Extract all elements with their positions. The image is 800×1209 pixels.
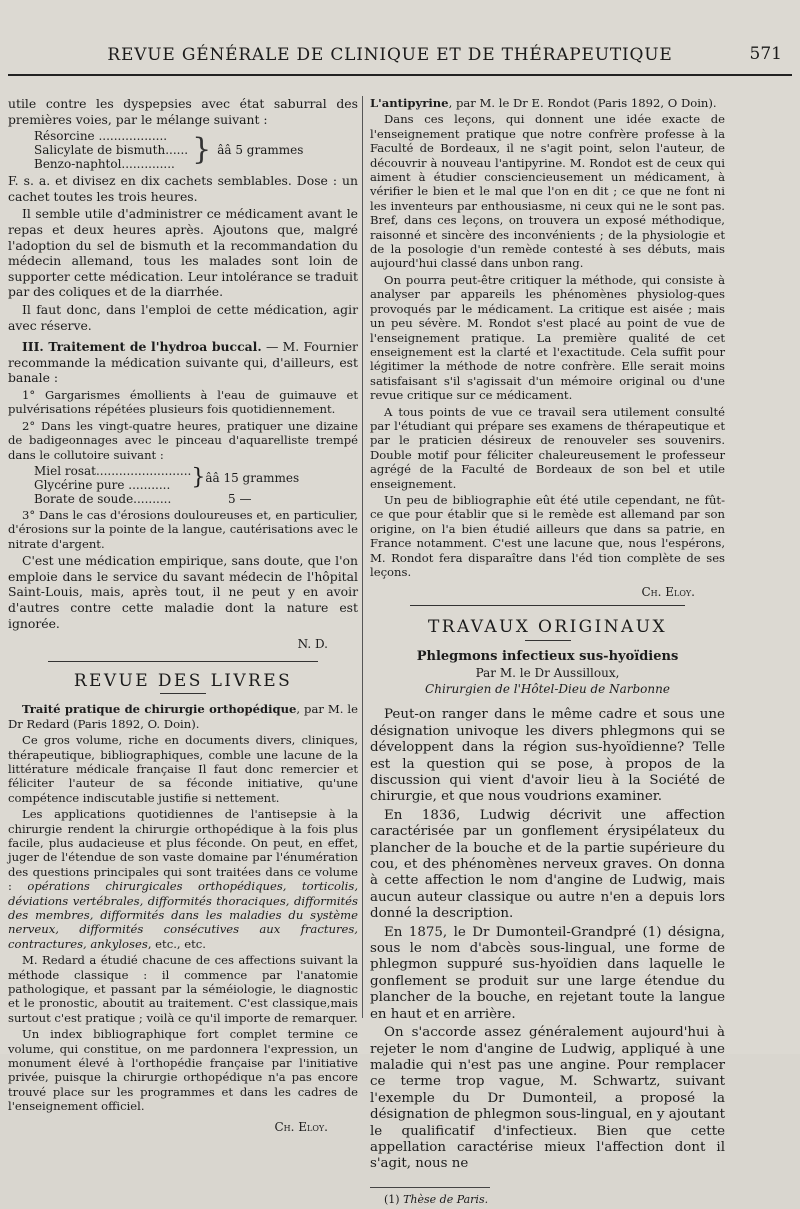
paragraph: Il semble utile d'administrer ce médicament avant le repas et deux heures après. Ajoutons que, malgré l'adoption du sel de bismuth et la recommandation du médecin allemand, tous les malades sont loin de supporter cette médication. Leur intolérance se traduit par des coliques et de la diarrhée.: [8, 206, 358, 300]
left-column: [8, 96, 358, 1139]
paragraph: [8, 702, 358, 731]
prescription-dose: ââ 15 grammes: [205, 470, 300, 485]
prescription-dose: ââ 5 grammes: [217, 143, 304, 158]
prescription-item: Salicylate de bismuth......: [34, 143, 189, 158]
signature: Ch. Eloy.: [274, 1119, 328, 1134]
brace: }: [192, 132, 212, 168]
section-title: TRAVAUX ORIGINAUX: [428, 617, 667, 637]
article-affiliation: Chirurgien de l'Hôtel-Dieu de Narbonne: [425, 681, 670, 696]
article-title: Phlegmons infectieux sus-hyoïdiens: [416, 648, 679, 664]
paragraph-text: Les applications quotidiennes de l'antisepsie à la chirurgie rendent la chirurgie orthopédique à la fois plus facile, plus audacieuse et plus féconde. On peut, en effet, juger de l'étendue de son vaste domaine par l'énumération des questions principales qui sont traitées dans ce volume :: [8, 807, 358, 894]
paragraph: utile contre les dyspepsies avec état saburral des premières voies, par le mélange suivant :: [8, 96, 358, 127]
paragraph: On pourra peut-être critiquer la méthode, qui consiste à analyser par appareils les phénomènes physiolog-ques provoqués par le médicament. La critique est aisée ; mais un peu sévère. M. Rondot s'est placé au point de vue de l'enseignement pratique. La première qualité de cet enseignement est la clarté et l'exactitude. Cela suffit pour légitimer la méthode de notre confrère. Elle serait moins satisfaisant s'il s'agissait d'un mémoire original ou d'une revue critique sur ce médicament.: [370, 272, 725, 403]
paragraph: Un peu de bibliographie eût été utile cependant, ne fût-ce que pour établir que si le remède est allemand par son origine, on l'a bien étudié ailleurs que dans sa patrie, en France notamment. C'est une lacune que, nous l'espérons, M. Rondot fera disparaître dans l'éd tion complète de ses leçons.: [370, 492, 725, 579]
paragraph: [8, 339, 358, 386]
section-title: REVUE DES LIVRES: [73, 670, 293, 691]
book-title: L'antipyrine: [370, 96, 449, 110]
section-rule: [410, 605, 685, 606]
paragraph: Dans ces leçons, qui donnent une idée exacte de l'enseignement pratique que notre confrère professe à la Faculté de Bordeaux, il ne s'agit point, selon l'auteur, de découvrir à nouveau l'antipyrine. M. Rondot est de ceux qui aiment à étudier consciencieusement un médicament, à vérifier le bien et le mal que l'on en dit ; ce que ne font ni les inventeurs par enthousiasme, ni ceux qui ne le sont pas. Bref, dans ces leçons, on trouvera un exposé méthodique, raisonné et sincère des inconvénients ; de la physiologie et de la posologie d'un remède contesté à ses débuts, mais aujourd'hui classé dans unbon rang.: [370, 112, 725, 271]
prescription-item: Benzo-naphtol..............: [34, 157, 175, 172]
journal-title: REVUE GÉNÉRALE DE CLINIQUE ET DE THÉRAPEUTIQUE: [107, 45, 673, 65]
article-author: Par M. le Dr Aussilloux,: [475, 666, 620, 681]
column-divider: [362, 96, 363, 1018]
paragraph: C'est une médication empirique, sans doute, que l'on emploie dans le service du savant médecin de l'hôpital Saint-Louis, mais, après tout, il ne peut y en avoir d'autres contre cette maladie dont la nature est ignorée.: [8, 553, 358, 631]
section-heading: III. Traitement de l'hydroa buccal.: [22, 339, 262, 355]
book-reference: , par M. le Dr E. Rondot (Paris 1892, O Doin).: [448, 96, 717, 110]
footnote-rule: [370, 1187, 490, 1188]
section-rule: [48, 661, 318, 662]
prescription-item: Miel rosat.........................: [34, 463, 192, 478]
title-underline: [525, 640, 571, 641]
book-reference: , par M. le Dr Redard (Paris 1892, O. Doin).: [8, 702, 358, 731]
prescription-item: Glycérine pure ...........: [34, 477, 171, 492]
paragraph: [370, 96, 725, 110]
paragraph: 3° Dans le cas d'érosions douloureuses et, en particulier, d'érosions sur la pointe de la langue, cautérisations avec le nitrate d'argent.: [8, 507, 358, 551]
paragraph: Il faut donc, dans l'emploi de cette médication, agir avec réserve.: [8, 301, 358, 333]
paragraph: Peut-on ranger dans le même cadre et sous une désignation univoque les divers phlegmons qui se développent dans la région sus-hyoïdienne? Telle est la question qui se pose, à propos de la discussion qui vient d'avoir lieu à la Société de chirurgie, et que nous voudrions examiner.: [370, 707, 725, 805]
prescription-dose: 5 —: [228, 491, 252, 506]
paragraph: A tous points de vue ce travail sera utilement consulté par l'étudiant qui prépare ses examens de thérapeutique et par le praticien désireux de renouveler ses souvenirs. Double motif pour féliciter chaleureusement le professeur agrégé de la Faculté de Bordeaux de son bel et utile enseignement.: [370, 404, 725, 491]
footnote-text: Thèse de Paris.: [403, 1192, 489, 1206]
paragraph: Un index bibliographique fort complet termine ce volume, qui constitue, on me pardonnera l'expression, un monument élevé à l'orthopédie française par l'initiative privée, puisque la chirurgie orthopédique n'a pas encore trouvé place sur les programmes et dans les cadres de l'enseignement officiel.: [8, 1027, 358, 1114]
prescription-item: Borate de soude..........: [34, 491, 172, 506]
footnote-number: (1): [384, 1192, 404, 1206]
paragraph: F. s. a. et divisez en dix cachets semblables. Dose : un cachet toutes les trois heures.: [8, 173, 358, 204]
prescription-item: Résorcine ..................: [34, 129, 168, 144]
paragraph: En 1875, le Dr Dumonteil-Grandpré (1) désigna, sous le nom d'abcès sous-lingual, une forme de phlegmon suppuré sus-hyoïdien dans laquelle le gonflement se produit sur une large étendue du plancher de la bouche, en rejetant toute la langue en haut et en arrière.: [370, 924, 725, 1022]
brace: }: [191, 464, 206, 490]
paragraph: On s'accorde assez généralement aujourd'hui à rejeter le nom d'angine de Ludwig, appliqué à une maladie qui n'est pas une angine. Pour remplacer ce terme trop vague, M. Schwartz, suivant l'exemple du Dr Dumonteil, a proposé la désignation de phlegmon sous-lingual, en y ajoutant le qualificatif d'infectieux. Bien que cette appellation caractérise mieux l'affection dont il s'agit, nous ne: [370, 1025, 725, 1172]
header-rule: [8, 74, 792, 76]
article-body: [370, 707, 725, 1172]
paragraph: Ce gros volume, riche en documents divers, cliniques, thérapeutique, bibliographiques, comble une lacune de la littérature médicale française Il faut donc remercier et féliciter l'auteur de sa féconde initiative, qu'une compétence indiscutable justifie si nettement.: [8, 733, 358, 805]
page-number: 571: [749, 44, 782, 64]
running-header: [0, 40, 800, 80]
signature: Ch. Eloy.: [641, 585, 695, 600]
signature: N. D.: [297, 637, 328, 652]
paragraph: 2° Dans les vingt-quatre heures, pratiquer une dizaine de badigeonnages avec le pinceau d'aquarelliste trempé dans le collutoire suivant :: [8, 418, 358, 462]
topic-list: opérations chirurgicales orthopédiques, torticolis, déviations vertébrales, difformités thoraciques, difformités des membres, difformités dans les maladies du système nerveux, difformités consécutives aux fractures, contractures, ankyloses: [8, 879, 359, 951]
prescription: [34, 129, 358, 171]
book-title: Traité pratique de chirurgie orthopédique: [22, 702, 297, 717]
paragraph-text: , etc., etc.: [147, 936, 206, 951]
right-column: [370, 96, 725, 1209]
paragraph: [8, 807, 358, 951]
paragraph-text: — M. Fournier recommande la médication suivante qui, d'ailleurs, est banale :: [8, 339, 358, 386]
paragraph: 1° Gargarismes émollients à l'eau de guimauve et pulvérisations répétées plusieurs fois quotidiennement.: [8, 387, 358, 417]
prescription: [34, 464, 358, 506]
title-underline: [160, 693, 206, 694]
footnote: [370, 1192, 725, 1208]
paragraph: M. Redard a étudié chacune de ces affections suivant la méthode classique : il commence par l'anatomie pathologique, et passant par la séméiologie, le diagnostic et le pronostic, aboutit au traitement. C'est classique,mais surtout c'est pratique ; voilà ce qu'il importe de remarquer.: [8, 953, 358, 1025]
paragraph: En 1836, Ludwig décrivit une affection caractérisée par un gonflement érysipélateux du plancher de la bouche et de la partie supérieure du cou, et des phénomènes nerveux graves. On donna à cette affection le nom d'angine de Ludwig, mais aucun auteur classique ou autre n'en a depuis lors donné la description.: [370, 807, 725, 922]
